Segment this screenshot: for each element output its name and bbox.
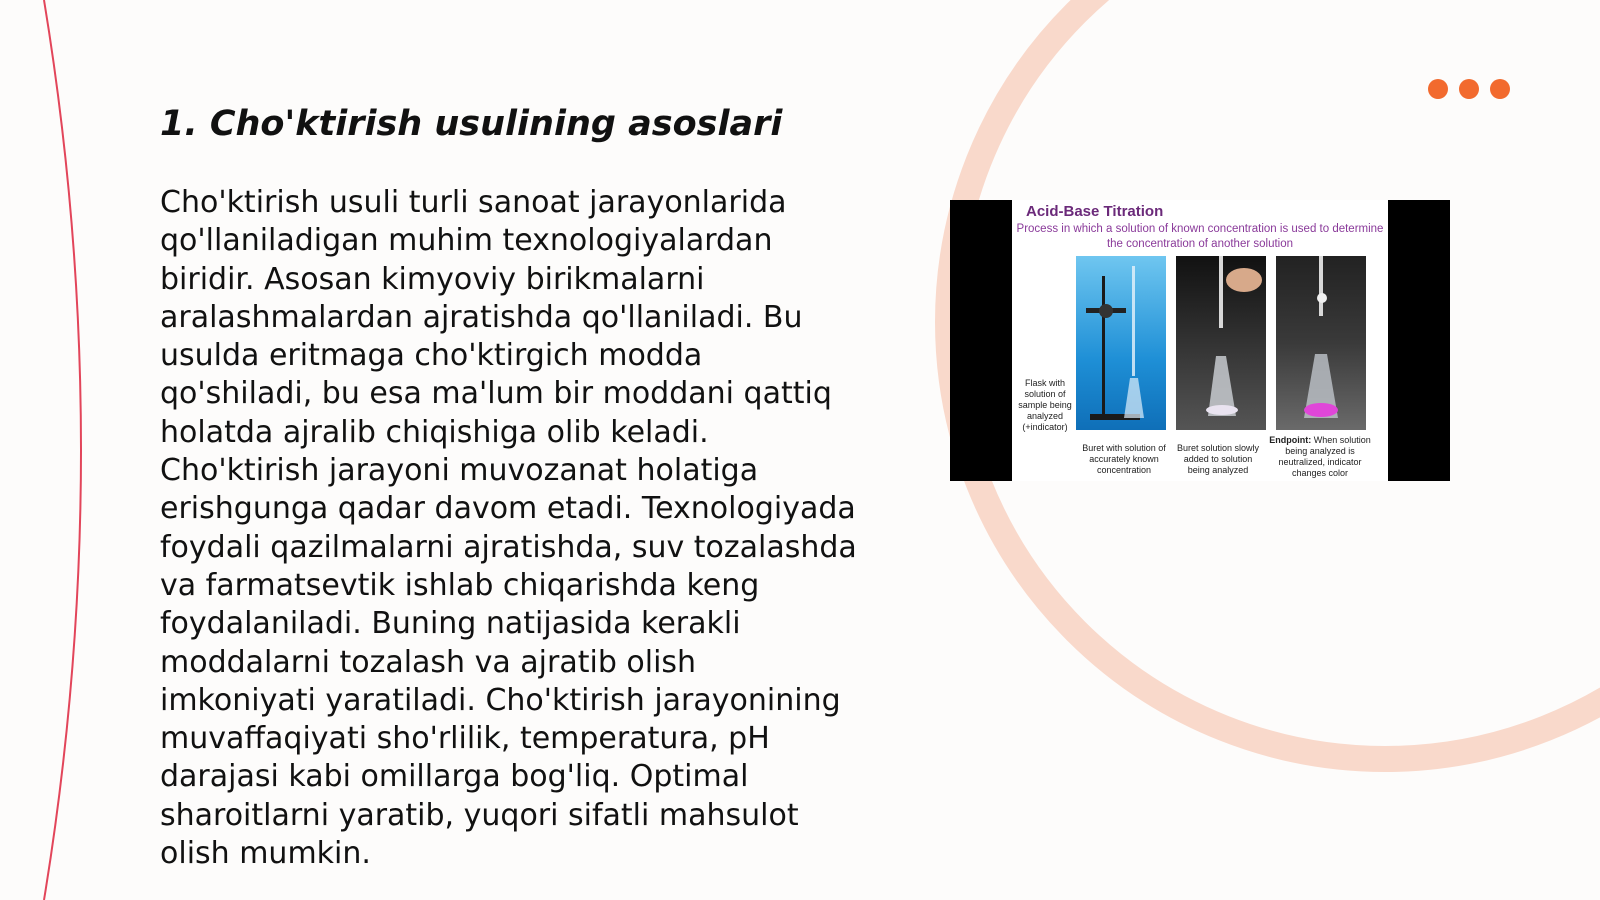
slide-body-text: Cho'ktirish usuli turli sanoat jarayonlarida qo'llaniladigan muhim texnologiyalardan biridir. Asosan kimyoviy birikmalarni aralashmalardan ajratishda qo'llaniladi. Bu usulda eritmaga cho'ktirgich modda qo'shiladi, bu esa ma'lum bir moddani qattiq holatda ajralib chiqishiga olib keladi. Cho'ktirish jarayoni muvozanat holatiga erishgunga qadar davom etadi. Texnologiyada foydali qazilmalarni ajratishda, suv tozalashda va farmatsevtik ishlab chiqarishda keng foydalaniladi. Buning natijasida kerakli moddalarni tozalash va ajratib olish imkoniyati yaratiladi. Cho'ktirish jarayonining muvaffaqiyati sho'rlilik, temperatura, pH darajasi kabi omillarga bog'liq. Optimal sharoitlarni yaratib, yuqori sifatli mahsulot olish mumkin. (160, 185, 857, 872)
dot-icon (1428, 79, 1448, 99)
caption-slow-addition: Buret solution slowly added to solution being analyzed (1176, 443, 1260, 475)
photo-setup (1076, 256, 1166, 430)
titration-figure (950, 200, 1450, 481)
caption-endpoint-label: Endpoint: (1269, 435, 1312, 445)
caption-endpoint-text: When solution being analyzed is neutralized, indicator changes color (1278, 435, 1371, 478)
caption-buret: Buret with solution of accurately known concentration (1082, 443, 1166, 475)
photo-buret-adding (1176, 256, 1266, 430)
caption-endpoint (1268, 435, 1372, 479)
dot-icon (1490, 79, 1510, 99)
left-edge-curve (44, 0, 81, 900)
titration-diagram (1012, 200, 1388, 481)
menu-dots (1428, 79, 1510, 99)
figure-subtitle: Process in which a solution of known concentration is used to determine the concentration of another solution (1016, 223, 1384, 250)
dot-icon (1459, 79, 1479, 99)
caption-flask: Flask with solution of sample being analyzed (+indicator) (1018, 378, 1072, 432)
figure-title: Acid-Base Titration (1026, 203, 1164, 220)
photo-endpoint (1276, 256, 1366, 430)
slide-title: 1. Cho'ktirish usulining asoslari (160, 104, 783, 144)
